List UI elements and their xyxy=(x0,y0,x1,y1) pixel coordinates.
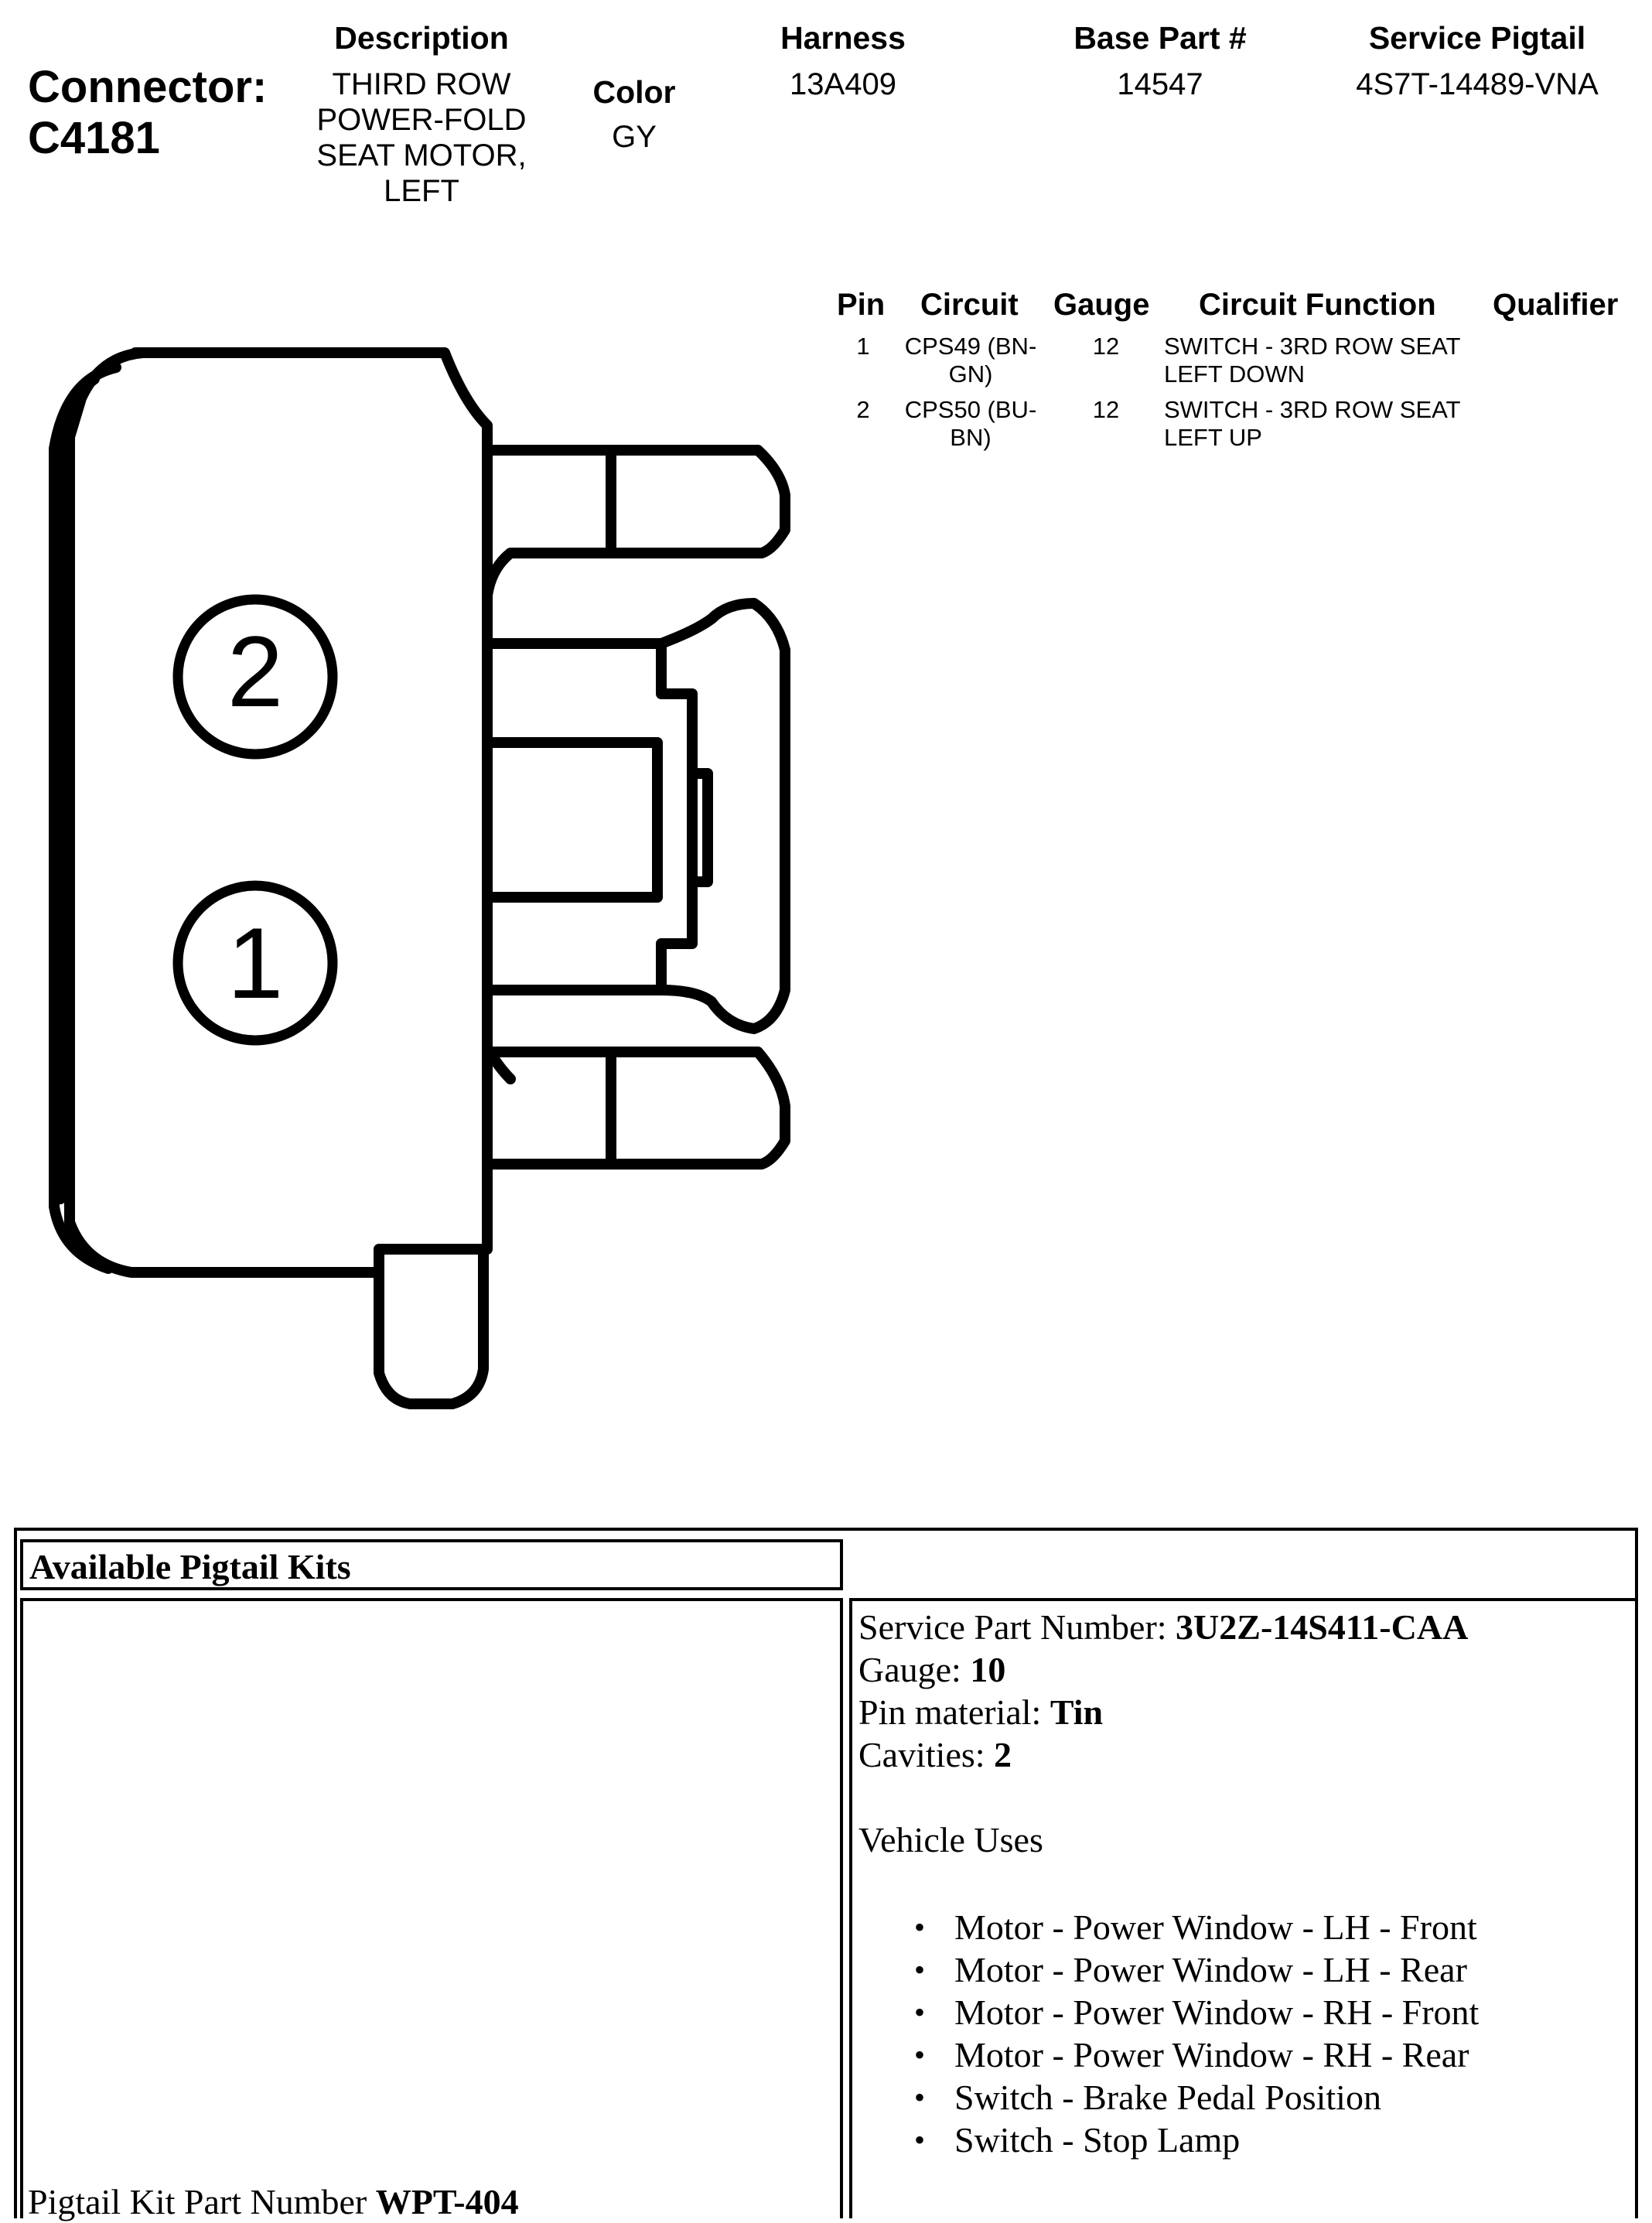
circuit-line: BN) xyxy=(950,424,992,451)
pin-material xyxy=(858,1691,1629,1733)
circuit-line: CPS50 (BU- xyxy=(904,396,1037,423)
base-part-value: 14547 xyxy=(1117,67,1203,101)
connector-label-text: Connector: xyxy=(28,62,268,112)
kit-part-value: WPT-404 xyxy=(375,2182,519,2221)
vehicle-use-item: • Motor - Power Window - LH - Rear xyxy=(914,1948,1629,1991)
function-line: LEFT UP xyxy=(1164,424,1262,451)
description-line: SEAT MOTOR, xyxy=(316,138,527,172)
kit-gauge-label: Gauge: xyxy=(858,1650,971,1689)
color-header: Color xyxy=(592,74,676,110)
pin-1-label: 1 xyxy=(227,907,284,1019)
kit-part-number xyxy=(28,2180,519,2223)
vehicle-use-item: • Switch - Brake Pedal Position xyxy=(914,2076,1629,2119)
pigtail-kit-box xyxy=(20,1598,843,2221)
description-line: LEFT xyxy=(384,174,459,208)
pin-table-header-gauge: Gauge xyxy=(1053,288,1150,322)
cavities xyxy=(858,1733,1629,1776)
service-part-number xyxy=(858,1606,1629,1648)
pin-table-header-circuit: Circuit xyxy=(920,288,1019,322)
pigtail-section-title-box xyxy=(20,1539,843,1590)
pin-material-value: Tin xyxy=(1050,1692,1104,1732)
function-line: SWITCH - 3RD ROW SEAT xyxy=(1164,333,1461,360)
lower-terminal xyxy=(487,1052,785,1164)
center-latch-tab xyxy=(661,603,785,1029)
pin-table-header-function: Circuit Function xyxy=(1199,288,1436,322)
connector-label xyxy=(28,62,267,164)
description-line: POWER-FOLD xyxy=(316,103,527,137)
pin-row-2-gauge: 12 xyxy=(1092,396,1120,423)
harness-value: 13A409 xyxy=(790,67,896,101)
function-line: SWITCH - 3RD ROW SEAT xyxy=(1164,396,1461,423)
description-header: Description xyxy=(334,20,509,56)
center-latch-slot xyxy=(487,743,657,897)
vehicle-uses-label: Vehicle Uses xyxy=(858,1820,1043,1859)
vehicle-uses-list xyxy=(914,1906,1629,2161)
pin-row-1-gauge: 12 xyxy=(1092,333,1120,360)
service-pigtail-header: Service Pigtail xyxy=(1368,20,1586,56)
pin-row-1-function xyxy=(1164,333,1460,388)
description-value xyxy=(286,67,557,209)
vehicle-use-item: • Motor - Power Window - RH - Rear xyxy=(914,2033,1629,2076)
pin-row-2-circuit xyxy=(889,396,1052,452)
harness-header: Harness xyxy=(780,20,906,56)
service-pigtail-value: 4S7T-14489-VNA xyxy=(1356,67,1599,101)
vehicle-use-item: • Motor - Power Window - LH - Front xyxy=(914,1906,1629,1948)
pin-row-2-function xyxy=(1164,396,1460,452)
service-part-label: Service Part Number: xyxy=(858,1607,1176,1647)
cavities-value: 2 xyxy=(994,1735,1012,1774)
housing-latch-rail-inner xyxy=(60,379,94,1199)
pin-material-label: Pin material: xyxy=(858,1692,1050,1732)
pin-row-1-circuit xyxy=(889,333,1052,388)
connector-face-diagram xyxy=(0,325,820,1454)
connector-id: C4181 xyxy=(28,113,160,163)
pin-table-header-pin: Pin xyxy=(837,288,886,322)
pigtail-section-title: Available Pigtail Kits xyxy=(29,1547,351,1586)
pigtail-details-box xyxy=(849,1598,1638,2218)
function-line: LEFT DOWN xyxy=(1164,360,1305,388)
pin-table-header-qualifier: Qualifier xyxy=(1493,288,1619,322)
kit-part-label: Pigtail Kit Part Number xyxy=(28,2182,376,2221)
vehicle-use-item: • Switch - Stop Lamp xyxy=(914,2119,1629,2161)
pin-2-label: 2 xyxy=(227,615,284,728)
description-line: THIRD ROW xyxy=(332,67,511,101)
service-part-value: 3U2Z-14S411-CAA xyxy=(1176,1607,1469,1647)
pin-row-1-pin: 1 xyxy=(856,333,870,360)
circuit-line: CPS49 (BN- xyxy=(904,333,1037,360)
kit-gauge-value: 10 xyxy=(970,1650,1006,1689)
pin-row-2-pin: 2 xyxy=(856,396,870,423)
color-value: GY xyxy=(612,120,657,154)
housing-body xyxy=(70,353,379,1272)
cavities-label: Cavities: xyxy=(858,1735,995,1774)
kit-gauge xyxy=(858,1648,1629,1691)
base-part-header: Base Part # xyxy=(1073,20,1247,56)
circuit-line: GN) xyxy=(948,360,993,388)
housing-outline xyxy=(135,353,487,1404)
upper-terminal xyxy=(487,450,785,596)
vehicle-use-item: • Motor - Power Window - RH - Front xyxy=(914,1991,1629,2033)
